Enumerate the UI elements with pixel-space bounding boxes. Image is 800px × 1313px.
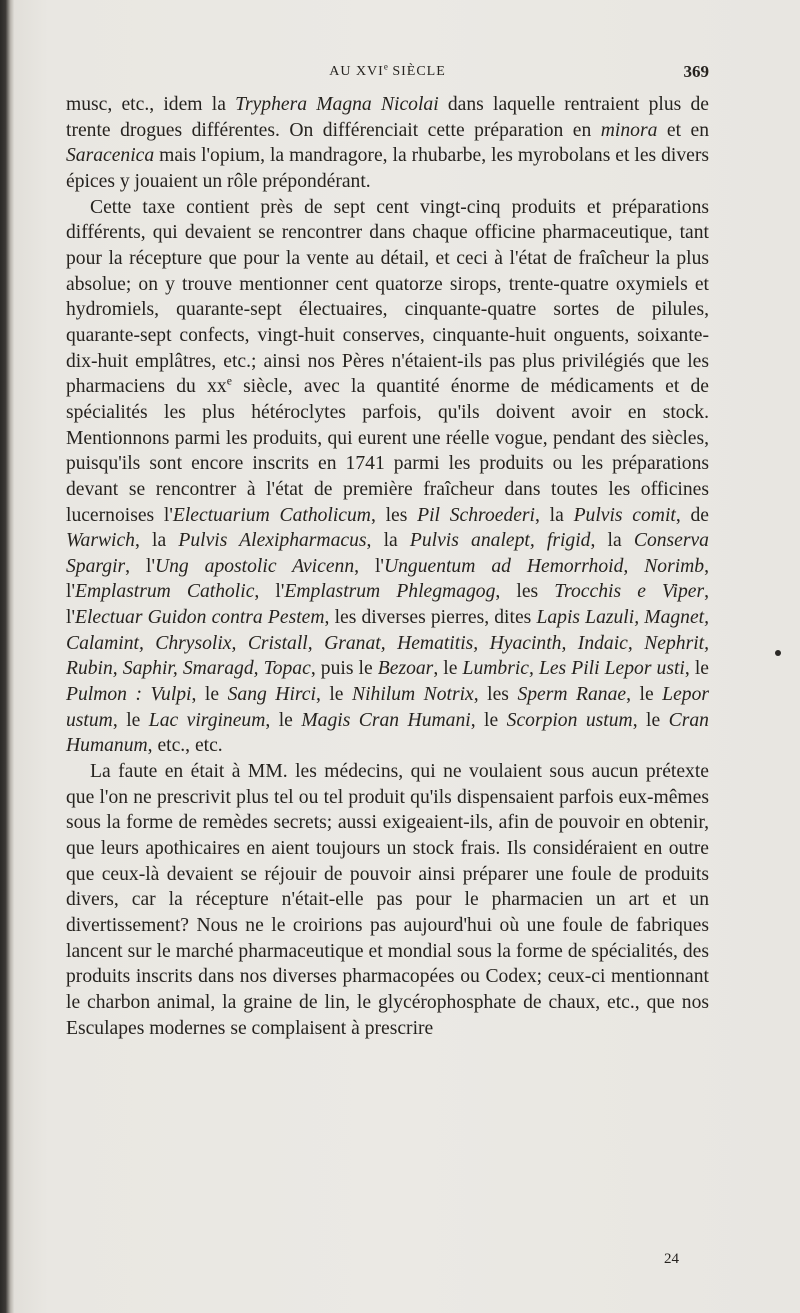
text-run: musc, etc., idem la [66,94,236,115]
italic-term: Emplastrum Catholic [74,581,255,603]
italic-term: Electuar Guidon contra Pestem [74,607,325,629]
text-run: , le [626,684,663,706]
italic-term: Sang Hirci [227,684,316,706]
paragraph [66,92,709,195]
margin-mark [775,650,781,656]
body-text [66,92,709,1041]
italic-term: Magis Cran Humani [301,709,471,731]
text-run: , la [535,504,574,526]
superscript: e [226,374,232,388]
text-run: , l' [66,555,710,603]
text-run: , les [495,581,555,603]
text-run: , les [473,684,518,706]
text-run: , le [632,709,669,731]
italic-term: Warwich [66,530,135,552]
italic-term: Saracenica [66,145,155,167]
italic-term: Emplastrum Phlegmagog [284,581,496,603]
italic-term: Lac virgineum [148,709,266,731]
italic-term: Trocchis e Viper [554,581,705,603]
text-run: , de [675,504,709,526]
text-run: , le [684,658,710,680]
italic-term: Sperm Ranae [517,684,627,706]
italic-term: Electuarium Catholicum [172,504,371,526]
text-run: , puis le [310,658,378,680]
italic-term: Unguentum ad Hemorrhoid, Norimb [383,555,705,577]
page-number: 369 [683,62,709,81]
italic-term: Pulvis analept, frigid [409,530,591,552]
text-run: mais l'opium, la mandragore, la rhubarbe, les myrobolans et les divers épices y jouaient un rôle prépondérant. [66,145,709,192]
italic-term: Tryphera Magna Nicolai [235,94,439,115]
text-run: , le [265,709,302,731]
italic-term: Conserva Spargir [66,530,709,577]
text-run: , l' [354,555,384,577]
book-binding-edge [0,0,14,1313]
text-run: , le [191,684,228,706]
text-run: , les [370,504,418,526]
running-head-title: AU XVIe SIÈCLE [329,61,446,79]
italic-term: Pulvis comit [573,504,676,526]
text-run: et en [657,119,709,141]
text-run: , l' [125,555,155,577]
running-head [66,62,709,84]
paragraph [66,195,709,759]
text-run: , la [366,530,410,552]
text-run: dans laquelle rentraient plus de trente drogues différentes. On différenciait cette préparation en [66,94,709,141]
italic-term: Lepor ustum [66,684,709,731]
text-run: , le [315,684,353,706]
italic-term: Cran Humanum [66,709,709,757]
text-run: , etc., etc. [147,735,223,757]
italic-term: Ung apostolic Avicenn [154,555,355,577]
text-run: , les diverses pierres, dites [324,607,537,629]
text-run: , le [470,709,507,731]
text-run: , la [134,530,179,552]
text-run: Cette taxe contient près de sept cent vingt-cinq produits et préparations différents, qui devaient se rencontrer dans chaque officine pharmaceutique, tant pour la récepture que pour la vente au détail, et ceci à l'état de fraîcheur la plus absolue; on y trouve mentionner cent quatorze sirops, trente-quatre oxymiels et hydromiels, quarante-sept électuaires, cinquante-quatre sortes de pilules, quarante-sept confects, vingt-huit conserves, cinquante-huit onguents, soixante-dix-huit emplâtres, etc.; ainsi nos Pères n'étaient-ils pas plus privilégiés que les pharmaciens du xx [66,196,709,398]
text-run: La faute en était à MM. les médecins, qui ne voulaient sous aucun prétexte que l'on ne prescrivit plus tel ou tel produit qu'ils dispensaient parfois eux-mêmes sous la forme de remèdes secrets; aussi exigeaient-ils, afin de pouvoir en obtenir, que leurs apothicaires en aient toujours un stock frais. Ils considéraient en outre que ceux-là devaient se réjouir de pouvoir ainsi préparer une foule de produits divers, car la récepture n'était-elle pas pour le pharmacien un art et un divertissement? Nous ne le croirions pas aujourd'hui où une foule de fabriques lancent sur le marché pharmaceutique et mondial sous la forme de spécialités, des produits inscrits dans nos diverses pharmacopées ou Codex; ceux-ci mentionnant le charbon animal, la graine de lin, le glycérophosphate de chaux, etc., que nos Esculapes modernes se complaisent à prescrire [66,761,709,1039]
text-run: , l' [254,581,285,603]
italic-term: Lapis Lazuli, Magnet, Calamint, Chrysolix, Cristall, Granat, Hematitis, Hyacinth, Indaic, Nephrit, Rubin, Saphir, Smaragd, Topac [66,607,710,680]
italic-term: Bezoar [377,658,434,680]
signature-mark: 24 [664,1251,679,1267]
italic-term: Pil Schroederi [417,504,536,526]
italic-term: Nihilum Notrix [352,684,474,706]
italic-term: minora [600,119,658,141]
italic-term: Pulvis Alexipharmacus [178,530,367,552]
italic-term: Scorpion ustum [506,709,633,731]
text-run: , le [112,709,149,731]
text-run: , le [433,658,463,680]
italic-term: Lumbric, Les Pili Lepor usti [462,658,685,680]
paragraph [66,759,709,1041]
text-run: , la [590,530,634,552]
text-run: , l' [66,581,709,629]
text-run: siècle, avec la quantité énorme de médicaments et de spécialités les plus hétéroclytes parfois, qu'ils doivent avoir en stock. Mentionnons parmi les produits, qui eurent une réelle vogue, pendant des siècles, puisqu'ils sont encore inscrits en 1741 parmi les produits ou les préparations devant se rencontrer à l'état de première fraîcheur dans toutes les officines lucernoises l' [66,376,709,526]
italic-term: Pulmon : Vulpi [66,684,192,706]
